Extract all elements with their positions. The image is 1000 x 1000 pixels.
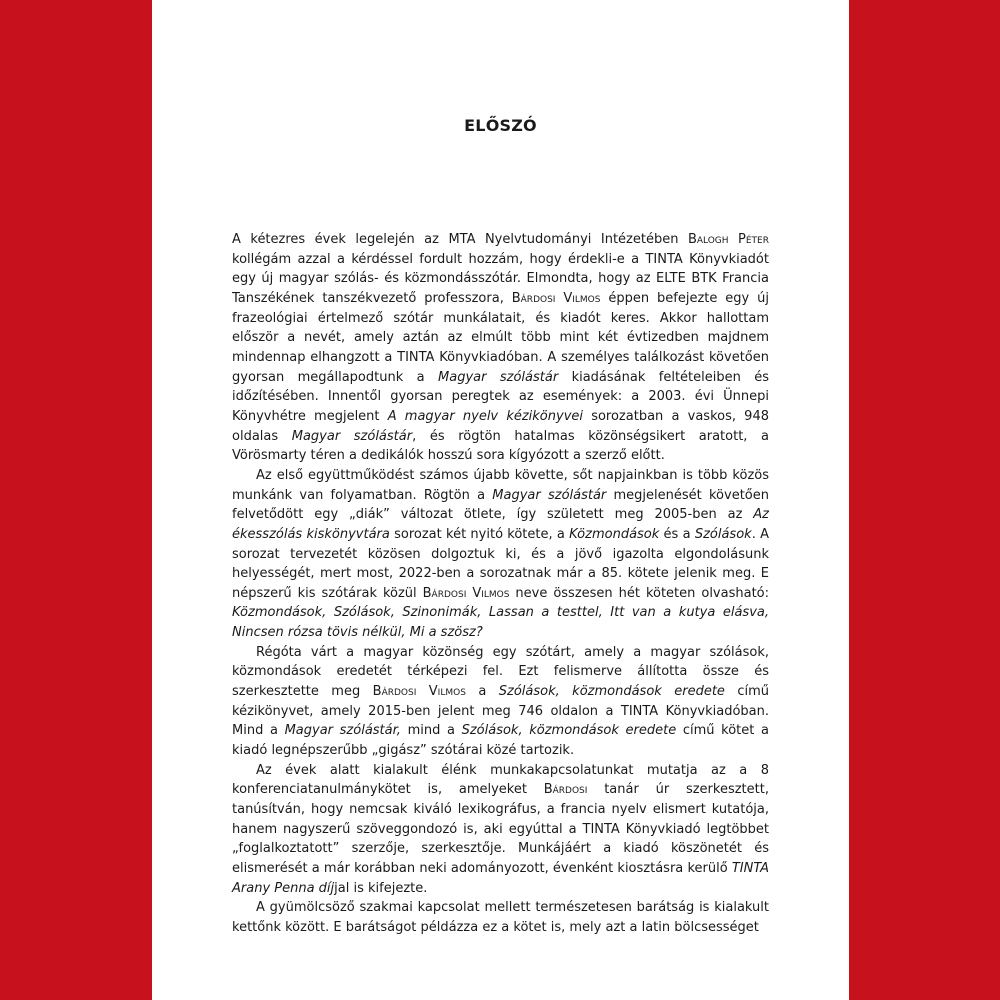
italic-title: Közmondások (569, 526, 660, 542)
paragraph (232, 466, 769, 643)
text-run: és a (659, 526, 695, 542)
text-run: éppen befejezte egy új frazeológiai értelmező szótár munkálatait, és kiadót keres. Akkor hallottam először a nevét, amely aztán az elmúlt több mint két évtizedben majdnem mindennap elhangzott a TINTA Könyvkiadóban. A személyes találkozást követően gyorsan megállapodtunk a (232, 290, 769, 385)
italic-title: A magyar nyelv kézikönyvei (387, 408, 583, 424)
preface-body (232, 230, 769, 938)
book-page (152, 0, 849, 1000)
text-run: sorozat két nyitó kötete, a (389, 526, 570, 542)
paragraph (232, 643, 769, 761)
text-run: Az évek alatt kialakult élénk munkakapcsolatunkat mutatja az a 8 konferenciatanulmánykötet is, amelyeket (232, 762, 769, 798)
paragraph (232, 898, 769, 937)
text-run: , és rögtön hatalmas közönségsikert aratott, a Vörösmarty téren a dedikálók hosszú sora kígyózott a szerző előtt. (232, 428, 769, 464)
paragraph (232, 761, 769, 899)
italic-title: Közmondások, Szólások, Szinonimák, Lassan a testtel, Itt van a kutya elásva, Nincsen rózsa tövis nélkül, Mi a szösz? (232, 605, 769, 641)
text-run: jal is kifejezte. (334, 880, 428, 896)
italic-title: TINTA Arany Penna díj (232, 861, 769, 896)
text-run: című kötet a kiadó legnépszerűbb „gigász” szótárai közé tartozik. (232, 723, 769, 759)
italic-title: Magyar szólástár (291, 428, 413, 444)
text-run: kiadásának feltételeiben és időzítésében. Innentől gyorsan peregtek az események: a 2003. évi Ünnepi Könyvhétre megjelent (232, 369, 770, 424)
text-run: kollégám azzal a kérdéssel fordult hozzám, hogy érdekli-e a TINTA Könyvkiadót egy új magyar szólás- és közmondásszótár. Elmondta, hogy az ELTE BTK Francia Tanszékének tanszékvezető professzora, (232, 251, 769, 306)
right-red-bar (849, 0, 1000, 1000)
author-name: Bárdosi Vilmos (511, 290, 601, 306)
italic-title: Szólások, közmondások eredete (461, 723, 677, 739)
italic-title: Szólások, közmondások eredete (498, 684, 725, 700)
text-run: A gyümölcsöző szakmai kapcsolat mellett természetesen barátság is kialakult kettőnk között. E barátságot példázza ez a kötet is, mely azt a latin bölcsességet (232, 900, 769, 935)
italic-title: Magyar szólástár (438, 369, 559, 385)
author-name: Bárdosi Vilmos (372, 684, 466, 700)
left-red-bar (0, 0, 152, 1000)
text-run: Az első együttműködést számos újabb követte, sőt napjainkban is több közös munkánk van folyamatban. Rögtön a (232, 467, 769, 503)
text-run: megjelenését követően felvetődött egy „diák” változat ötlete, így született meg 2005-ben az (232, 487, 769, 523)
italic-title: Szólások (694, 526, 752, 542)
author-name: Bárdosi Vilmos (422, 585, 510, 601)
italic-title: Magyar szólástár (492, 487, 607, 503)
text-run: Régóta várt a magyar közönség egy szótárt, amely a magyar szólások, közmondások eredetét térképezi fel. Ezt felismerve állította össze és szerkesztette meg (232, 644, 769, 700)
page-title: ELŐSZÓ (464, 116, 537, 135)
text-run: című kézikönyvet, amely 2015-ben jelent meg 746 oldalon a TINTA Könyvkiadóban. Mind a (232, 684, 770, 739)
text-run: neve összesen hét köteten olvasható: (509, 585, 770, 601)
italic-title: Magyar szólástár, (284, 723, 401, 739)
text-run: tanár úr szerkesztett, tanúsítván, hogy nemcsak kiváló lexikográfus, a francia nyelv elismert kutatója, hanem nagyszerű szöveggondozó is, aki egyúttal a TINTA Könyvkiadó legtöbbet „foglalkoztatott” szerzője, szerkesztője. Munkájáért a kiadó köszönetét és elismerését a már korábban neki adományozott, évenként kiosztásra kerülő (232, 782, 769, 876)
text-run: a (465, 684, 499, 700)
text-run: mind a (400, 723, 462, 739)
text-run: sorozatban a vaskos, 948 oldalas (232, 408, 769, 444)
author-name: Balogh Péter (687, 232, 769, 247)
author-name: Bárdosi (543, 782, 588, 798)
text-run: . A sorozat tervezetét közösen dolgoztuk ki, és a jövő igazolta elgondolásunk helyességét, mert most, 2022-ben a sorozatnak már a 85. kötete jelenik meg. E népszerű kis szótárak közül (232, 526, 769, 601)
paragraph (232, 230, 769, 466)
text-run: A kétezres évek legelején az MTA Nyelvtudományi Intézetében (232, 232, 688, 247)
italic-title: Az ékesszólás kiskönyvtára (232, 507, 769, 542)
